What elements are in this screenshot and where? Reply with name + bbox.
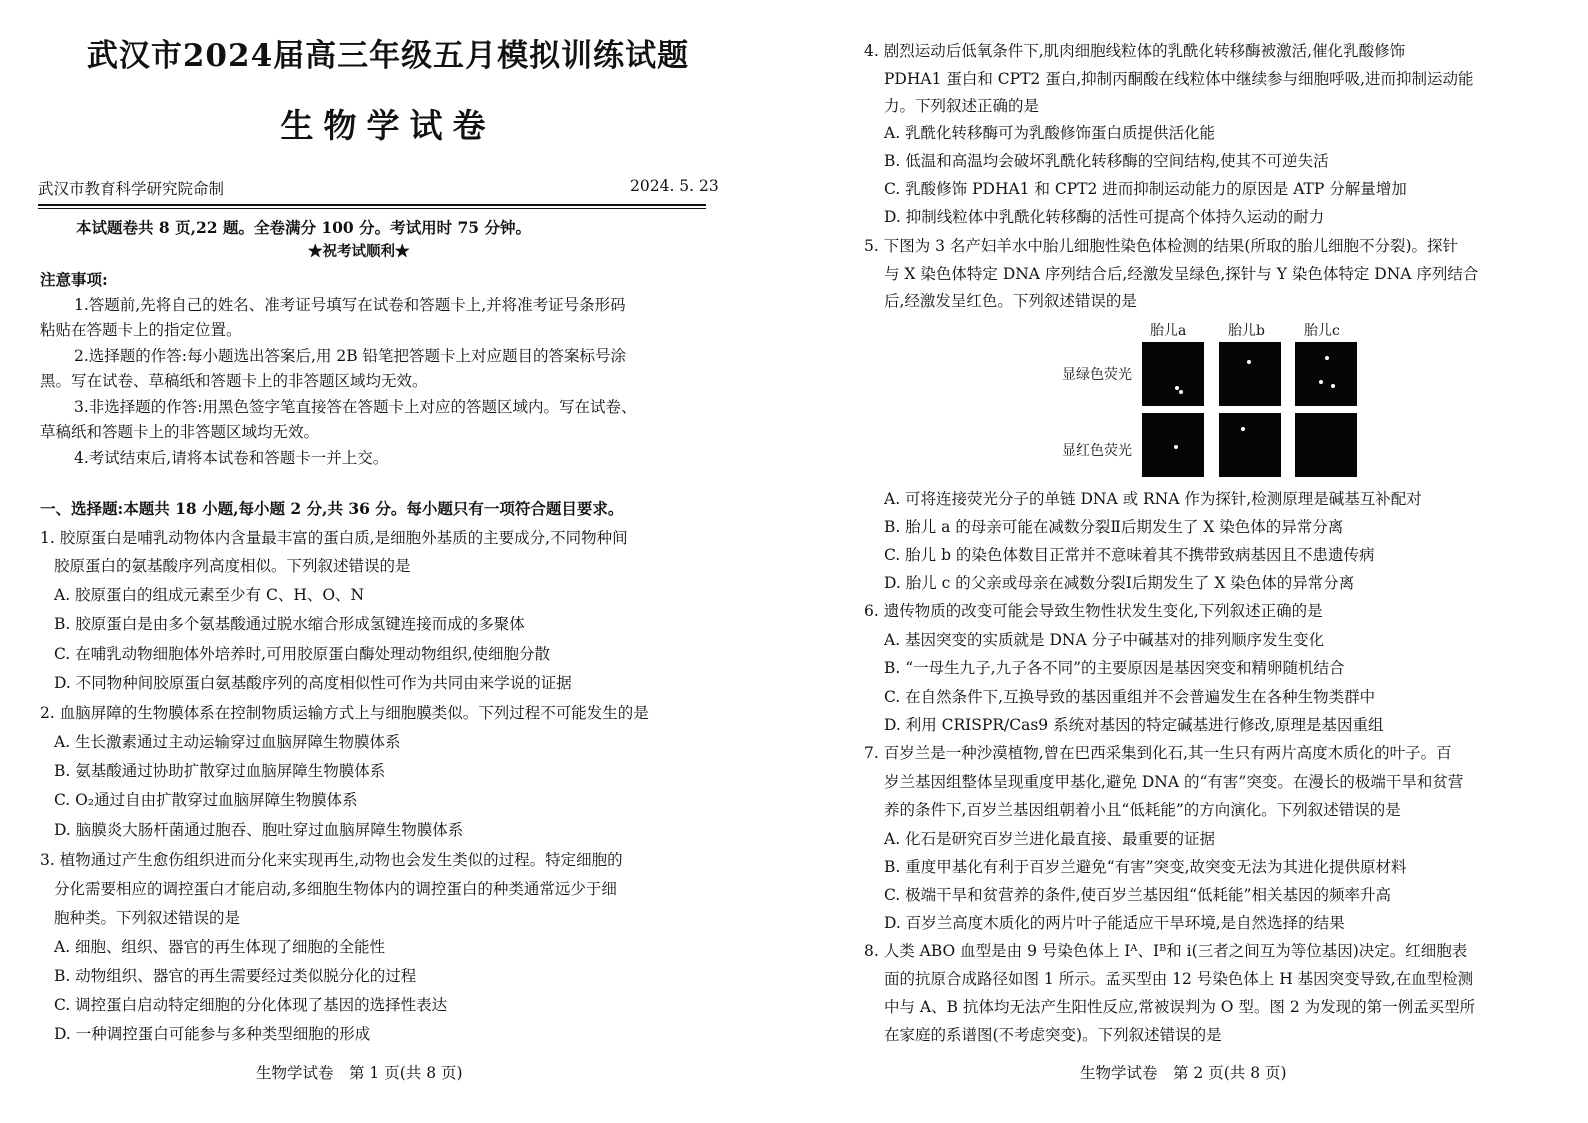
question-5-option: D. 胎儿 c 的父亲或母亲在减数分裂Ⅰ后期发生了 X 染色体的异常分离	[884, 574, 1355, 592]
header-rule-thin	[38, 208, 706, 209]
question-1-stem: 胶原蛋白的氨基酸序列高度相似。下列叙述错误的是	[54, 557, 411, 575]
question-4-option: B. 低温和高温均会破坏乳酰化转移酶的空间结构,使其不可逆失活	[884, 152, 1329, 170]
fluorescence-cell-red-c	[1295, 413, 1357, 477]
question-2-stem: 2. 血脑屏障的生物膜体系在控制物质运输方式上与细胞膜类似。下列过程不可能发生的是	[40, 704, 649, 722]
question-5-stem: 与 X 染色体特定 DNA 序列结合后,经激发呈绿色,探针与 Y 染色体特定 DNA 序列结合	[884, 265, 1479, 283]
question-5-option: A. 可将连接荧光分子的单链 DNA 或 RNA 作为探针,检测原理是碱基互补配对	[884, 490, 1422, 508]
left-page	[0, 0, 760, 1123]
figure-row-label: 显绿色荧光	[1062, 367, 1132, 383]
question-3-stem: 分化需要相应的调控蛋白才能启动,多细胞生物体内的调控蛋白的种类通常远少于细	[54, 880, 617, 898]
question-1-option: B. 胶原蛋白是由多个氨基酸通过脱水缩合形成氢键连接而成的多聚体	[54, 615, 525, 633]
note-line: 草稿纸和答题卡上的非答题区域均无效。	[40, 423, 320, 441]
question-4-option: C. 乳酸修饰 PDHA1 和 CPT2 进而抑制运动能力的原因是 ATP 分解量增加	[884, 180, 1407, 198]
question-3-stem: 3. 植物通过产生愈伤组织进而分化来实现再生,动物也会发生类似的过程。特定细胞的	[40, 851, 623, 869]
figure-column-label: 胎儿a	[1150, 323, 1187, 339]
question-5-stem: 5. 下图为 3 名产妇羊水中胎儿细胞性染色体检测的结果(所取的胎儿细胞不分裂)。探针	[864, 237, 1459, 255]
question-8-stem: 中与 A、B 抗体均无法产生阳性反应,常被误判为 O 型。图 2 为发现的第一例孟买型所	[884, 998, 1476, 1016]
green-signal	[1179, 390, 1183, 394]
question-3-option: A. 细胞、组织、器官的再生体现了细胞的全能性	[54, 938, 386, 956]
exam-date: 2024. 5. 23	[630, 177, 719, 195]
question-2-option: C. O₂通过自由扩散穿过血脑屏障生物膜体系	[54, 791, 358, 809]
fluorescence-cell-green-a	[1142, 342, 1204, 406]
question-3-option: D. 一种调控蛋白可能参与多种类型细胞的形成	[54, 1025, 371, 1043]
question-8-stem: 在家庭的系谱图(不考虑突变)。下列叙述错误的是	[884, 1026, 1222, 1044]
question-4-option: A. 乳酰化转移酶可为乳酸修饰蛋白质提供活化能	[884, 124, 1216, 142]
question-6-option: A. 基因突变的实质就是 DNA 分子中碱基对的排列顺序发生变化	[884, 631, 1325, 649]
question-2-option: A. 生长激素通过主动运输穿过血脑屏障生物膜体系	[54, 733, 401, 751]
question-1-option: D. 不同物种间胶原蛋白氨基酸序列的高度相似性可作为共同由来学说的证据	[54, 674, 572, 692]
note-line: 1.答题前,先将自己的姓名、准考证号填写在试卷和答题卡上,并将准考证号条形码	[74, 296, 626, 314]
question-7-option: A. 化石是研究百岁兰进化最直接、最重要的证据	[884, 830, 1216, 848]
question-2-option: D. 脑膜炎大肠杆菌通过胞吞、胞吐穿过血脑屏障生物膜体系	[54, 821, 464, 839]
question-2-option: B. 氨基酸通过协助扩散穿过血脑屏障生物膜体系	[54, 762, 386, 780]
notes-heading: 注意事项:	[40, 270, 108, 289]
question-3-stem: 胞种类。下列叙述错误的是	[54, 909, 241, 927]
green-signal	[1319, 380, 1323, 384]
red-signal	[1241, 427, 1245, 431]
question-1-option: C. 在哺乳动物细胞体外培养时,可用胶原蛋白酶处理动物组织,使细胞分散	[54, 645, 551, 663]
fluorescence-cell-green-c	[1295, 342, 1357, 406]
green-signal	[1331, 384, 1335, 388]
question-7-option: C. 极端干旱和贫营养的条件,使百岁兰基因组“低耗能”相关基因的频率升高	[884, 886, 1391, 904]
question-7-option: B. 重度甲基化有利于百岁兰避免“有害”突变,故突变无法为其进化提供原材料	[884, 858, 1407, 876]
question-6-option: C. 在自然条件下,互换导致的基因重组并不会普遍发生在各种生物类群中	[884, 688, 1376, 706]
green-signal	[1175, 386, 1179, 390]
green-signal	[1247, 360, 1251, 364]
question-4-stem: 4. 剧烈运动后低氧条件下,肌肉细胞线粒体的乳酰化转移酶被激活,催化乳酸修饰	[864, 42, 1406, 60]
note-line: 3.非选择题的作答:用黑色签字笔直接答在答题卡上对应的答题区域内。写在试卷、	[74, 398, 637, 416]
question-4-stem: 力。下列叙述正确的是	[884, 97, 1040, 115]
question-5-stem: 后,经激发呈红色。下列叙述错误的是	[884, 292, 1137, 310]
right-page	[800, 0, 1588, 1123]
question-5-option: B. 胎儿 a 的母亲可能在减数分裂Ⅱ后期发生了 X 染色体的异常分离	[884, 518, 1344, 536]
page-footer: 生物学试卷 第 1 页(共 8 页)	[256, 1064, 463, 1082]
green-signal	[1325, 356, 1329, 360]
question-6-stem: 6. 遗传物质的改变可能会导致生物性状发生变化,下列叙述正确的是	[864, 602, 1323, 620]
question-7-stem: 养的条件下,百岁兰基因组朝着小且“低耗能”的方向演化。下列叙述错误的是	[884, 801, 1401, 819]
question-1-option: A. 胶原蛋白的组成元素至少有 C、H、O、N	[54, 586, 365, 604]
note-line: 粘贴在答题卡上的指定位置。	[40, 321, 242, 339]
exam-subtitle: 生物学试卷	[280, 106, 496, 145]
good-luck-line: ★祝考试顺利★	[308, 243, 410, 260]
figure-column-label: 胎儿c	[1304, 323, 1340, 339]
red-signal	[1174, 445, 1178, 449]
figure-column-label: 胎儿b	[1228, 323, 1265, 339]
section-heading: 一、选择题:本题共 18 小题,每小题 2 分,共 36 分。每小题只有一项符合题目要求。	[40, 499, 624, 518]
question-1-stem: 1. 胶原蛋白是哺乳动物体内含量最丰富的蛋白质,是细胞外基质的主要成分,不同物种间	[40, 529, 628, 547]
note-line: 4.考试结束后,请将本试卷和答题卡一并上交。	[74, 449, 389, 467]
question-6-option: B. “一母生九子,九子各不同”的主要原因是基因突变和精卵随机结合	[884, 659, 1345, 677]
question-5-option: C. 胎儿 b 的染色体数目正常并不意味着其不携带致病基因且不患遗传病	[884, 546, 1375, 564]
figure-row-label: 显红色荧光	[1062, 443, 1132, 459]
question-8-stem: 面的抗原合成路径如图 1 所示。孟买型由 12 号染色体上 H 基因突变导致,在血型检测	[884, 970, 1474, 988]
exam-intro: 本试题卷共 8 页,22 题。全卷满分 100 分。考试用时 75 分钟。	[76, 218, 531, 237]
exam-title: 武汉市2024届高三年级五月模拟训练试题	[86, 38, 690, 74]
issuer: 武汉市教育科学研究院命制	[38, 180, 225, 198]
question-8-stem: 8. 人类 ABO 血型是由 9 号染色体上 Iᴬ、Iᴮ和 i(三者之间互为等位基因)决定。红细胞表	[864, 942, 1468, 960]
question-3-option: B. 动物组织、器官的再生需要经过类似脱分化的过程	[54, 967, 417, 985]
question-7-stem: 岁兰基因组整体呈现重度甲基化,避免 DNA 的“有害”突变。在漫长的极端干旱和贫营	[884, 773, 1464, 791]
fluorescence-cell-green-b	[1219, 342, 1281, 406]
note-line: 2.选择题的作答:每小题选出答案后,用 2B 铅笔把答题卡上对应题目的答案标号涂	[74, 347, 627, 365]
question-7-option: D. 百岁兰高度木质化的两片叶子能适应干旱环境,是自然选择的结果	[884, 914, 1345, 932]
question-6-option: D. 利用 CRISPR/Cas9 系统对基因的特定碱基进行修改,原理是基因重组	[884, 716, 1384, 734]
fluorescence-cell-red-a	[1142, 413, 1204, 477]
question-4-option: D. 抑制线粒体中乳酰化转移酶的活性可提高个体持久运动的耐力	[884, 208, 1325, 226]
header-rule	[38, 204, 706, 206]
question-3-option: C. 调控蛋白启动特定细胞的分化体现了基因的选择性表达	[54, 996, 448, 1014]
question-7-stem: 7. 百岁兰是一种沙漠植物,曾在巴西采集到化石,其一生只有两片高度木质化的叶子。百	[864, 744, 1452, 762]
question-4-stem: PDHA1 蛋白和 CPT2 蛋白,抑制丙酮酸在线粒体中继续参与细胞呼吸,进而抑制运动能	[884, 70, 1474, 88]
note-line: 黑。写在试卷、草稿纸和答题卡上的非答题区域均无效。	[40, 372, 428, 390]
page-footer: 生物学试卷 第 2 页(共 8 页)	[1080, 1064, 1287, 1082]
fluorescence-cell-red-b	[1219, 413, 1281, 477]
